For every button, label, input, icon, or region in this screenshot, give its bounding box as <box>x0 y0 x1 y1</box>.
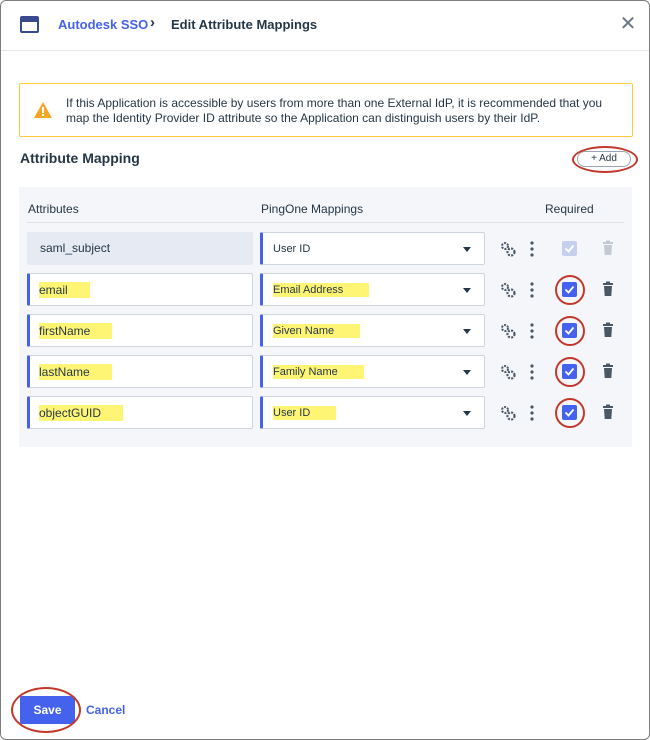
trash-icon[interactable] <box>602 404 614 420</box>
attribute-name: objectGUID <box>39 405 123 421</box>
caret-down-icon <box>463 411 471 416</box>
trash-icon <box>602 240 614 256</box>
kebab-menu-icon[interactable] <box>527 281 537 299</box>
warning-alert <box>19 83 633 137</box>
section-title: Attribute Mapping <box>20 150 140 166</box>
caret-down-icon <box>463 370 471 375</box>
caret-down-icon <box>463 288 471 293</box>
column-header-mappings: PingOne Mappings <box>261 202 364 216</box>
dialog-header <box>1 1 649 51</box>
mapping-value: Family Name <box>273 365 364 379</box>
required-checkbox <box>562 241 577 256</box>
attribute-input[interactable] <box>27 273 253 306</box>
warning-icon <box>34 102 52 118</box>
mapping-value: Given Name <box>273 324 360 338</box>
checkmark-icon <box>564 407 575 418</box>
close-icon[interactable]: ✕ <box>619 13 637 35</box>
mapping-value: User ID <box>273 406 336 420</box>
required-checkbox[interactable] <box>562 364 577 379</box>
table-row <box>19 396 632 430</box>
column-header-attributes: Attributes <box>28 202 79 216</box>
mapping-value: Email Address <box>273 283 369 297</box>
attribute-field-readonly <box>27 232 253 265</box>
trash-icon[interactable] <box>602 322 614 338</box>
attribute-name: firstName <box>39 323 112 339</box>
chevron-right-icon: › <box>150 14 155 31</box>
save-button[interactable]: Save <box>20 696 75 724</box>
attribute-input[interactable] <box>27 396 253 429</box>
gear-icon[interactable] <box>500 323 516 339</box>
gear-icon[interactable] <box>500 405 516 421</box>
caret-down-icon <box>463 329 471 334</box>
required-checkbox[interactable] <box>562 282 577 297</box>
kebab-menu-icon[interactable] <box>527 240 537 258</box>
column-header-required: Required <box>545 202 594 216</box>
table-row <box>19 314 632 348</box>
breadcrumb-app-link[interactable]: Autodesk SSO <box>58 17 149 32</box>
table-row <box>19 355 632 389</box>
trash-icon[interactable] <box>602 281 614 297</box>
page-title: Edit Attribute Mappings <box>171 17 318 32</box>
attribute-input[interactable] <box>27 314 253 347</box>
checkmark-icon <box>564 325 575 336</box>
table-row <box>19 232 632 266</box>
checkmark-icon <box>564 243 575 254</box>
checkmark-icon <box>564 284 575 295</box>
attribute-name: saml_subject <box>40 241 111 255</box>
gear-icon[interactable] <box>500 241 516 257</box>
attribute-name: email <box>39 282 90 298</box>
kebab-menu-icon[interactable] <box>527 404 537 422</box>
attribute-mapping-table <box>19 187 632 447</box>
mapping-select[interactable] <box>260 273 485 306</box>
trash-icon[interactable] <box>602 363 614 379</box>
header-divider <box>27 222 624 223</box>
attribute-name: lastName <box>39 364 112 380</box>
gear-icon[interactable] <box>500 282 516 298</box>
mapping-value: User ID <box>273 243 311 255</box>
kebab-menu-icon[interactable] <box>527 363 537 381</box>
add-attribute-button[interactable]: + Add <box>577 151 631 167</box>
caret-down-icon <box>463 247 471 252</box>
mapping-select[interactable] <box>260 232 485 265</box>
attribute-input[interactable] <box>27 355 253 388</box>
mapping-select[interactable] <box>260 314 485 347</box>
gear-icon[interactable] <box>500 364 516 380</box>
app-window-icon <box>20 16 39 33</box>
mapping-select[interactable] <box>260 355 485 388</box>
alert-message: If this Application is accessible by users from more than one External IdP, it is recommended that you map the Identity Provider ID attribute so the Application can distinguish users by their IdP. <box>66 96 603 125</box>
table-row <box>19 273 632 307</box>
required-checkbox[interactable] <box>562 323 577 338</box>
kebab-menu-icon[interactable] <box>527 322 537 340</box>
checkmark-icon <box>564 366 575 377</box>
cancel-link[interactable]: Cancel <box>86 703 126 717</box>
required-checkbox[interactable] <box>562 405 577 420</box>
mapping-select[interactable] <box>260 396 485 429</box>
